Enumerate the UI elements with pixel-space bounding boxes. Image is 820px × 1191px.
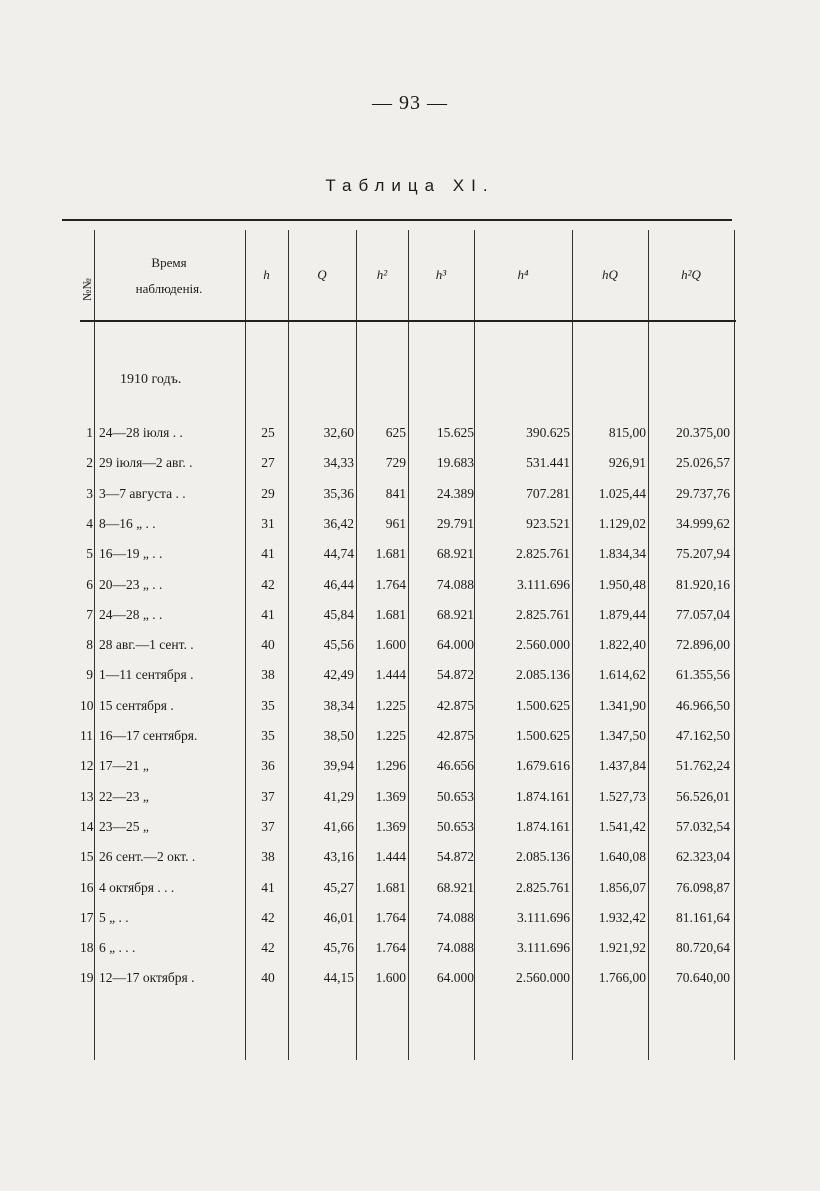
cell-h4: 3.111.696 <box>517 909 570 925</box>
row-number: 17 <box>80 909 94 925</box>
page-number: — 93 — <box>372 92 448 114</box>
header-time-line1: Время <box>151 255 187 270</box>
cell-h4: 2.825.761 <box>516 546 570 562</box>
cell-h: 29 <box>261 485 275 501</box>
table-row <box>80 635 736 655</box>
cell-h: 41 <box>261 879 275 895</box>
cell-h3: 24.389 <box>436 485 474 501</box>
table-row <box>80 665 736 685</box>
cell-h4: 707.281 <box>526 485 570 501</box>
row-date: 20—23 „ . . <box>99 576 163 592</box>
cell-h2: 841 <box>385 485 406 501</box>
cell-h: 25 <box>261 425 275 440</box>
cell-h: 31 <box>261 515 275 531</box>
row-date: 16—19 „ . . <box>99 546 163 562</box>
cell-hq: 926,91 <box>608 455 646 471</box>
cell-h: 27 <box>261 455 275 471</box>
row-number: 12 <box>80 758 94 774</box>
cell-h: 37 <box>261 818 275 834</box>
row-number: 18 <box>80 940 94 956</box>
row-number: 9 <box>86 667 93 683</box>
cell-h4: 531.441 <box>526 455 570 471</box>
header-h4: h⁴ <box>517 267 529 282</box>
cell-q: 44,74 <box>323 546 354 562</box>
header-time <box>94 250 244 302</box>
cell-h4: 1.679.616 <box>516 758 570 774</box>
row-date: 4 октября . . . <box>99 879 175 895</box>
cell-h4: 390.625 <box>526 425 570 440</box>
cell-h4: 2.825.761 <box>516 606 570 622</box>
cell-h2: 625 <box>385 425 406 440</box>
row-number: 15 <box>80 849 94 865</box>
cell-h2q: 76.098,87 <box>676 879 730 895</box>
table-row <box>80 453 736 473</box>
cell-h4: 1.500.625 <box>516 728 570 743</box>
row-number: 11 <box>80 728 93 743</box>
cell-h2q: 56.526,01 <box>676 788 730 804</box>
row-number: 16 <box>80 879 94 895</box>
row-number: 4 <box>86 515 93 531</box>
cell-h2: 1.369 <box>375 818 406 834</box>
cell-h2: 1.764 <box>375 940 406 956</box>
cell-h3: 29.791 <box>436 515 474 531</box>
cell-h2: 1.369 <box>375 788 406 804</box>
cell-h4: 2.825.761 <box>516 879 570 895</box>
row-number: 7 <box>86 606 93 622</box>
cell-h: 42 <box>261 940 275 956</box>
cell-q: 46,44 <box>323 576 354 592</box>
cell-h3: 19.683 <box>436 455 474 471</box>
cell-h3: 15.625 <box>436 425 474 440</box>
data-table <box>80 230 736 1060</box>
row-number: 5 <box>86 546 93 562</box>
cell-q: 32,60 <box>323 425 354 440</box>
row-date: 26 сент.—2 окт. . <box>99 849 196 865</box>
cell-h2: 961 <box>385 515 406 531</box>
cell-hq: 1.129,02 <box>598 515 646 531</box>
row-date: 24—28 іюля . . <box>99 425 183 440</box>
row-date: 12—17 октября . <box>99 970 195 986</box>
row-date: 6 „ . . . <box>99 940 136 956</box>
cell-h3: 42.875 <box>436 697 474 713</box>
cell-q: 45,84 <box>323 606 354 622</box>
table-row <box>80 878 736 898</box>
cell-h: 38 <box>261 849 275 865</box>
header-h: h <box>263 267 270 282</box>
cell-h3: 64.000 <box>436 970 474 986</box>
cell-h: 35 <box>261 728 275 743</box>
table-row <box>80 908 736 928</box>
row-date: 17—21 „ <box>99 758 149 774</box>
cell-h3: 42.875 <box>436 728 474 743</box>
cell-h3: 54.872 <box>436 849 474 865</box>
cell-hq: 1.932,42 <box>598 909 646 925</box>
table-title: Таблица XI. <box>325 176 495 195</box>
cell-h: 41 <box>261 546 275 562</box>
cell-hq: 1.614,62 <box>598 667 646 683</box>
cell-h: 42 <box>261 576 275 592</box>
cell-hq: 815,00 <box>608 425 646 440</box>
table-row <box>80 514 736 534</box>
cell-hq: 1.921,92 <box>598 940 646 956</box>
row-date: 28 авг.—1 сент. . <box>99 637 194 653</box>
cell-h3: 74.088 <box>436 909 474 925</box>
cell-h2q: 70.640,00 <box>676 970 730 986</box>
cell-h4: 2.560.000 <box>516 637 570 653</box>
cell-h2q: 72.896,00 <box>676 637 730 653</box>
row-date: 22—23 „ <box>99 788 149 804</box>
cell-h2q: 25.026,57 <box>676 455 730 471</box>
cell-h2: 1.681 <box>375 546 406 562</box>
cell-hq: 1.950,48 <box>598 576 646 592</box>
table-row <box>80 756 736 776</box>
cell-h2q: 20.375,00 <box>676 425 730 440</box>
cell-h4: 2.560.000 <box>516 970 570 986</box>
cell-h4: 923.521 <box>526 515 570 531</box>
cell-hq: 1.347,50 <box>598 728 646 743</box>
header-q: Q <box>317 267 327 282</box>
header-hq: hQ <box>602 267 618 282</box>
cell-h2q: 81.920,16 <box>676 576 730 592</box>
table-row <box>80 847 736 867</box>
cell-hq: 1.541,42 <box>598 818 646 834</box>
cell-q: 38,34 <box>323 697 354 713</box>
cell-hq: 1.834,34 <box>598 546 646 562</box>
cell-h2q: 77.057,04 <box>676 606 730 622</box>
table-row <box>80 484 736 504</box>
row-date: 15 сентября . <box>99 697 174 713</box>
cell-h2: 1.296 <box>375 758 406 774</box>
table-row <box>80 787 736 807</box>
cell-h3: 74.088 <box>436 576 474 592</box>
cell-h2q: 75.207,94 <box>676 546 730 562</box>
cell-h2: 1.225 <box>375 697 406 713</box>
cell-h2: 1.681 <box>375 606 406 622</box>
cell-h: 38 <box>261 667 275 683</box>
cell-hq: 1.341,90 <box>598 697 646 713</box>
cell-q: 46,01 <box>323 909 354 925</box>
cell-q: 35,36 <box>323 485 354 501</box>
cell-h2: 1.444 <box>375 849 406 865</box>
cell-h2q: 34.999,62 <box>676 515 730 531</box>
table-row <box>80 817 736 837</box>
header-time-line2: наблюденія. <box>135 281 203 296</box>
cell-q: 43,16 <box>323 849 354 865</box>
year-label: 1910 годъ. <box>120 372 182 387</box>
row-date: 29 іюля—2 авг. . <box>99 455 193 471</box>
cell-hq: 1.527,73 <box>598 788 646 804</box>
cell-q: 39,94 <box>323 758 354 774</box>
top-rule <box>62 219 732 221</box>
cell-h2: 1.764 <box>375 576 406 592</box>
row-number: 3 <box>86 485 93 501</box>
table-row <box>80 605 736 625</box>
cell-h2q: 47.162,50 <box>676 728 730 743</box>
header-num: №№ <box>79 277 94 301</box>
cell-h: 37 <box>261 788 275 804</box>
cell-h: 41 <box>261 606 275 622</box>
cell-h2: 1.764 <box>375 909 406 925</box>
cell-q: 38,50 <box>323 728 354 743</box>
cell-h3: 74.088 <box>436 940 474 956</box>
table-row <box>80 423 736 443</box>
row-date: 3—7 августа . . <box>99 485 186 501</box>
row-number: 1 <box>86 425 93 440</box>
table-row <box>80 575 736 595</box>
cell-h2: 1.600 <box>375 637 406 653</box>
cell-h2q: 61.355,56 <box>676 667 730 683</box>
cell-hq: 1.879,44 <box>598 606 646 622</box>
row-number: 10 <box>80 697 94 713</box>
cell-hq: 1.025,44 <box>598 485 646 501</box>
row-number: 19 <box>80 970 94 986</box>
row-number: 8 <box>86 637 93 653</box>
cell-q: 45,56 <box>323 637 354 653</box>
cell-h: 42 <box>261 909 275 925</box>
header-rule <box>80 320 736 322</box>
cell-h2q: 29.737,76 <box>676 485 730 501</box>
cell-h3: 46.656 <box>436 758 474 774</box>
cell-q: 44,15 <box>323 970 354 986</box>
cell-h4: 3.111.696 <box>517 940 570 956</box>
cell-q: 36,42 <box>323 515 354 531</box>
table-row <box>80 968 736 988</box>
cell-h2: 1.225 <box>375 728 406 743</box>
cell-h: 35 <box>261 697 275 713</box>
cell-h4: 1.874.161 <box>516 818 570 834</box>
cell-h2: 1.681 <box>375 879 406 895</box>
cell-h2q: 62.323,04 <box>676 849 730 865</box>
cell-h3: 50.653 <box>436 788 474 804</box>
cell-h3: 68.921 <box>436 879 474 895</box>
cell-h2q: 51.762,24 <box>676 758 730 774</box>
cell-hq: 1.640,08 <box>598 849 646 865</box>
header-h3: h³ <box>435 267 447 282</box>
cell-hq: 1.822,40 <box>598 637 646 653</box>
table-row <box>80 696 736 716</box>
cell-h3: 64.000 <box>436 637 474 653</box>
cell-h2q: 80.720,64 <box>676 940 730 956</box>
row-number: 14 <box>80 818 94 834</box>
row-number: 13 <box>80 788 94 804</box>
cell-h2q: 81.161,64 <box>676 909 730 925</box>
cell-q: 41,29 <box>323 788 354 804</box>
cell-h4: 1.500.625 <box>516 697 570 713</box>
row-date: 5 „ . . <box>99 909 129 925</box>
cell-q: 42,49 <box>323 667 354 683</box>
cell-h4: 1.874.161 <box>516 788 570 804</box>
cell-h4: 3.111.696 <box>517 576 570 592</box>
cell-q: 41,66 <box>323 818 354 834</box>
row-date: 16—17 сентября. <box>99 728 198 743</box>
cell-h4: 2.085.136 <box>516 667 570 683</box>
cell-hq: 1.766,00 <box>598 970 646 986</box>
header-h2: h² <box>376 267 388 282</box>
cell-h2: 729 <box>385 455 406 471</box>
cell-h4: 2.085.136 <box>516 849 570 865</box>
cell-h2q: 46.966,50 <box>676 697 730 713</box>
row-date: 24—28 „ . . <box>99 606 163 622</box>
row-date: 1—11 сентября . <box>99 667 194 683</box>
cell-h: 40 <box>261 637 275 653</box>
row-date: 8—16 „ . . <box>99 515 156 531</box>
cell-h2q: 57.032,54 <box>676 818 730 834</box>
cell-q: 45,27 <box>323 879 354 895</box>
table-row <box>80 726 736 746</box>
cell-hq: 1.856,07 <box>598 879 646 895</box>
cell-h3: 68.921 <box>436 546 474 562</box>
cell-h3: 54.872 <box>436 667 474 683</box>
table-row <box>80 544 736 564</box>
cell-h2: 1.600 <box>375 970 406 986</box>
cell-h2: 1.444 <box>375 667 406 683</box>
row-date: 23—25 „ <box>99 818 149 834</box>
cell-hq: 1.437,84 <box>598 758 646 774</box>
cell-q: 45,76 <box>323 940 354 956</box>
cell-h3: 68.921 <box>436 606 474 622</box>
cell-h: 36 <box>261 758 275 774</box>
cell-h3: 50.653 <box>436 818 474 834</box>
header-h2q: h²Q <box>681 267 701 282</box>
row-number: 6 <box>86 576 93 592</box>
cell-q: 34,33 <box>323 455 354 471</box>
table-row <box>80 938 736 958</box>
row-number: 2 <box>86 455 93 471</box>
cell-h: 40 <box>261 970 275 986</box>
